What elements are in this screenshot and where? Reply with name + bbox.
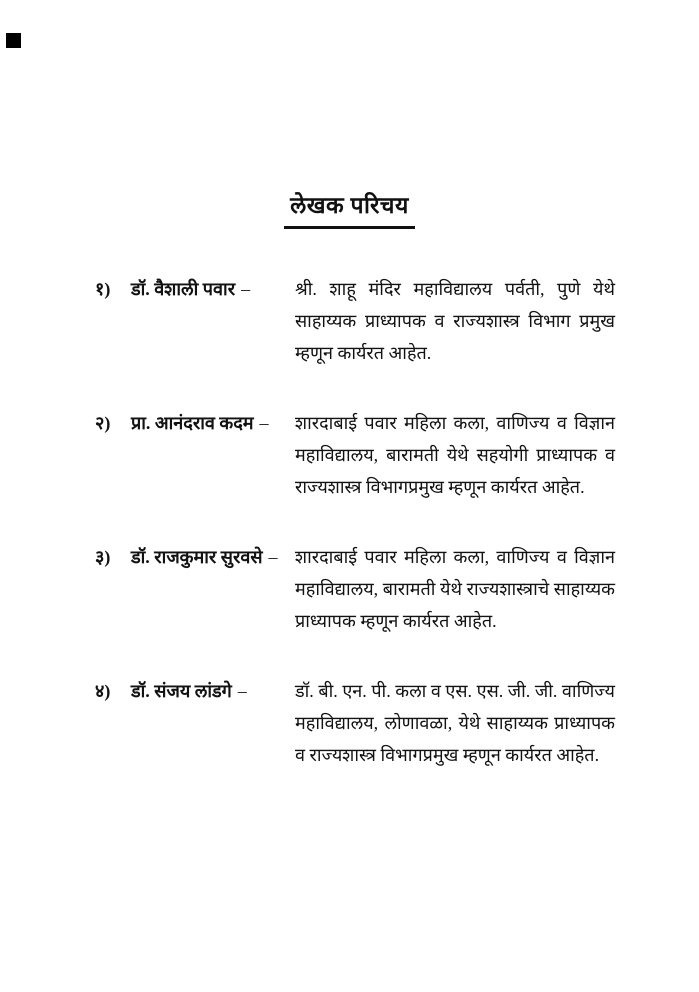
author-name xyxy=(131,675,295,707)
author-entry xyxy=(95,407,615,503)
entry-number: २) xyxy=(95,413,111,433)
dash-separator: – xyxy=(241,279,251,299)
dash-separator: – xyxy=(268,547,278,567)
author-entry xyxy=(95,675,615,771)
dash-separator: – xyxy=(237,681,247,701)
author-name xyxy=(131,407,295,439)
author-description: शारदाबाई पवार महिला कला, वाणिज्य व विज्ञान महाविद्यालय, बारामती येथे सहयोगी प्राध्यापक व राज्यशास्त्र विभागप्रमुख म्हणून कार्यरत आहेत. xyxy=(295,413,615,497)
title-section xyxy=(0,0,699,229)
entry-number: ३) xyxy=(95,547,111,567)
author-entry xyxy=(95,273,615,369)
author-name xyxy=(131,541,295,573)
entry-number: ४) xyxy=(95,681,111,701)
author-list xyxy=(0,273,615,771)
author-name-text: डॉ. संजय लांडगे xyxy=(131,681,232,701)
author-description: शारदाबाई पवार महिला कला, वाणिज्य व विज्ञान महाविद्यालय, बारामती येथे राज्यशास्त्राचे साहाय्यक प्राध्यापक म्हणून कार्यरत आहेत. xyxy=(295,547,615,631)
dash-separator: – xyxy=(259,413,269,433)
author-description: डॉ. बी. एन. पी. कला व एस. एस. जी. जी. वाणिज्य महाविद्यालय, लोणावळा, येथे साहाय्यक प्राध्यापक व राज्यशास्त्र विभागप्रमुख म्हणून कार्यरत आहेत. xyxy=(295,681,615,765)
author-name-text: प्रा. आनंदराव कदम xyxy=(131,413,254,433)
author-description: श्री. शाहू मंदिर महाविद्यालय पर्वती, पुणे येथे साहाय्यक प्राध्यापक व राज्यशास्त्र विभाग प्रमुख म्हणून कार्यरत आहेत. xyxy=(295,279,615,363)
author-name-text: डॉ. वैशाली पवार xyxy=(131,279,236,299)
page-title: लेखक परिचय xyxy=(284,192,415,229)
entry-number: १) xyxy=(95,279,111,299)
author-name xyxy=(131,273,295,305)
author-name-text: डॉ. राजकुमार सुरवसे xyxy=(131,547,263,567)
scan-artifact-mark xyxy=(6,33,21,48)
author-entry xyxy=(95,541,615,637)
